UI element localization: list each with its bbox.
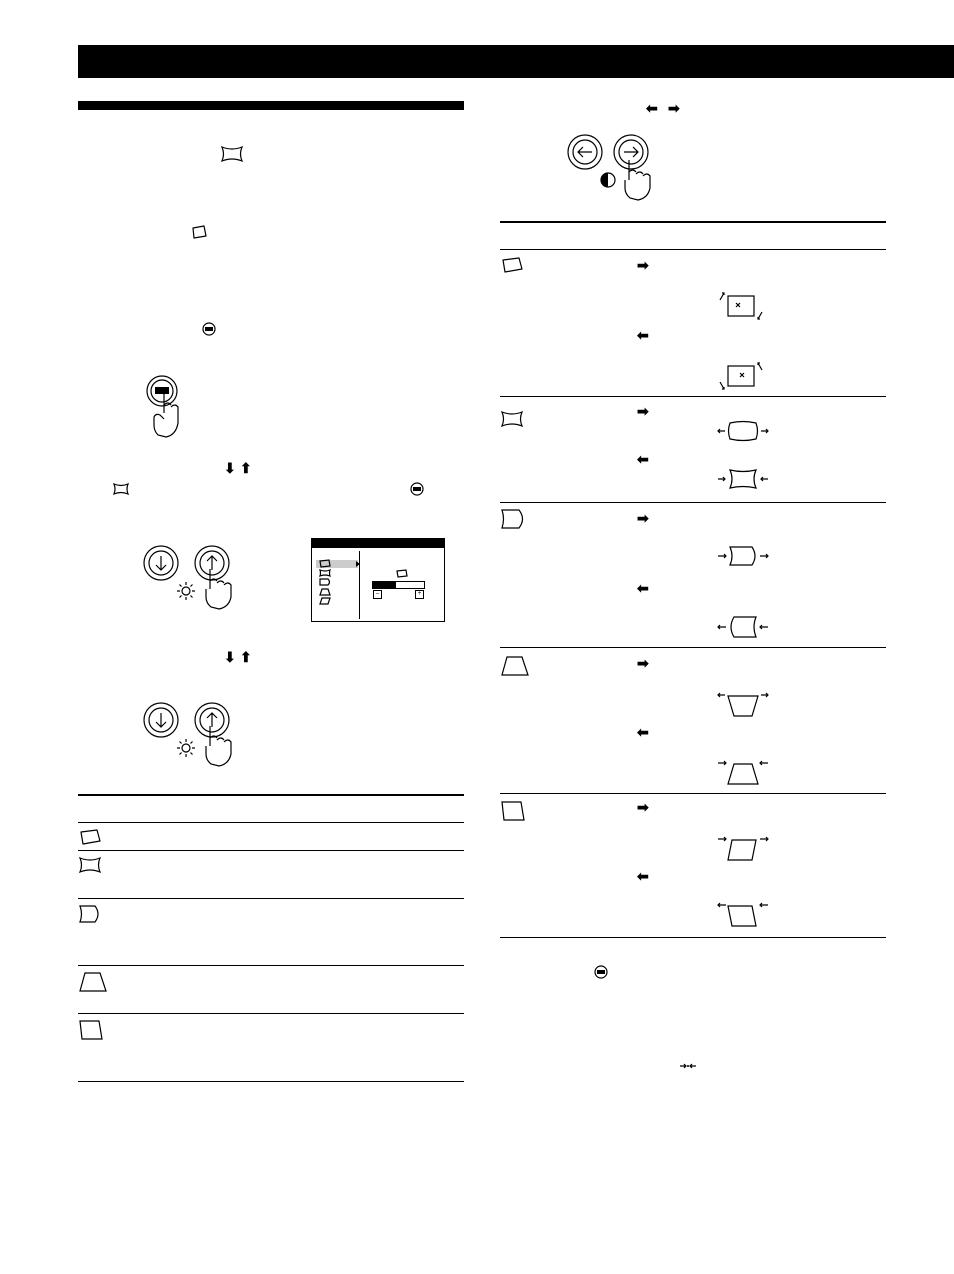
osd-slider-fill xyxy=(373,582,396,588)
right-table-row-rule xyxy=(500,793,886,794)
osd-plus-icon: + xyxy=(415,590,424,599)
left-arrow-icon: ⬅ xyxy=(637,451,649,467)
brightness-icon xyxy=(176,581,196,601)
right-table-row-rule xyxy=(500,502,886,503)
trapezoid-narrow-top-diagram xyxy=(716,758,770,788)
center-marker-icon xyxy=(679,1062,697,1070)
pincushion-icon xyxy=(112,482,130,496)
menu-button-icon xyxy=(410,482,424,496)
osd-minus-icon: – xyxy=(373,590,382,599)
left-table-row-rule xyxy=(78,965,464,966)
right-arrow-icon: ➡ xyxy=(668,100,680,116)
left-button[interactable] xyxy=(567,134,603,170)
right-table-top-rule xyxy=(500,221,886,223)
parallelogram-right-diagram xyxy=(716,834,770,864)
left-table-bottom-rule xyxy=(78,1081,464,1082)
menu-button-icon xyxy=(594,965,608,979)
right-arrow-icon: ➡ xyxy=(637,510,649,526)
trapezoid-wide-top-diagram xyxy=(716,690,770,720)
left-arrow-icon: ⬅ xyxy=(637,327,649,343)
up-arrow-icon: ⬆ xyxy=(240,460,252,476)
right-arrow-icon: ➡ xyxy=(637,403,649,419)
left-arrow-icon: ⬅ xyxy=(637,868,649,884)
parallelogram-icon xyxy=(500,800,530,822)
left-table-header-rule xyxy=(78,822,464,823)
down-arrow-icon: ⬇ xyxy=(224,460,236,476)
section-title-bar xyxy=(78,101,464,110)
rotation-icon xyxy=(190,225,208,239)
rotation-clockwise-diagram xyxy=(716,290,766,322)
rotation-counterclockwise-diagram xyxy=(716,360,766,392)
osd-icon-list xyxy=(318,559,332,607)
rotation-icon xyxy=(396,569,408,578)
pincushion-icon xyxy=(500,410,524,428)
pincushion-icon xyxy=(220,145,244,163)
pincushion-out-diagram xyxy=(716,420,770,442)
right-arrow-icon: ➡ xyxy=(637,799,649,815)
right-table-header-rule xyxy=(500,249,886,250)
left-table-row-rule xyxy=(78,850,464,851)
down-button[interactable] xyxy=(143,545,179,581)
left-table-row-rule xyxy=(78,1013,464,1014)
right-arrow-icon: ➡ xyxy=(637,257,649,273)
menu-button-icon xyxy=(202,322,216,336)
osd-pointer xyxy=(356,561,360,567)
pincushion-icon xyxy=(78,856,102,874)
right-button[interactable] xyxy=(613,134,673,202)
up-button[interactable] xyxy=(194,545,254,610)
down-button[interactable] xyxy=(143,702,179,738)
pincushion-in-diagram xyxy=(716,468,770,490)
left-table-row-rule xyxy=(78,898,464,899)
right-arrow-icon: ➡ xyxy=(637,655,649,671)
pin-balance-icon xyxy=(500,508,528,530)
up-button[interactable] xyxy=(194,702,254,767)
contrast-icon xyxy=(600,172,616,188)
trapezoid-icon xyxy=(500,655,530,677)
left-arrow-icon: ⬅ xyxy=(637,724,649,740)
rotation-icon xyxy=(78,828,102,846)
pin-balance-icon xyxy=(78,904,102,924)
right-table-row-rule xyxy=(500,647,886,648)
header-bar xyxy=(78,45,954,78)
parallelogram-left-diagram xyxy=(716,900,770,930)
right-table-row-rule xyxy=(500,396,886,397)
up-arrow-icon: ⬆ xyxy=(240,649,252,665)
brightness-icon xyxy=(176,738,196,758)
pin-balance-left-diagram xyxy=(716,615,770,639)
left-arrow-icon: ⬅ xyxy=(637,580,649,596)
trapezoid-icon xyxy=(78,971,108,993)
left-arrow-icon: ⬅ xyxy=(646,100,658,116)
left-table-top-rule xyxy=(78,794,464,796)
pin-balance-right-diagram xyxy=(716,545,770,567)
rotation-icon xyxy=(500,256,524,274)
osd-menu xyxy=(311,538,445,622)
menu-button[interactable] xyxy=(140,375,190,440)
osd-title-bar xyxy=(312,539,444,548)
right-table-bottom-rule xyxy=(500,937,886,938)
parallelogram-icon xyxy=(78,1019,104,1041)
down-arrow-icon: ⬇ xyxy=(224,649,236,665)
osd-slider-track[interactable] xyxy=(372,581,425,589)
